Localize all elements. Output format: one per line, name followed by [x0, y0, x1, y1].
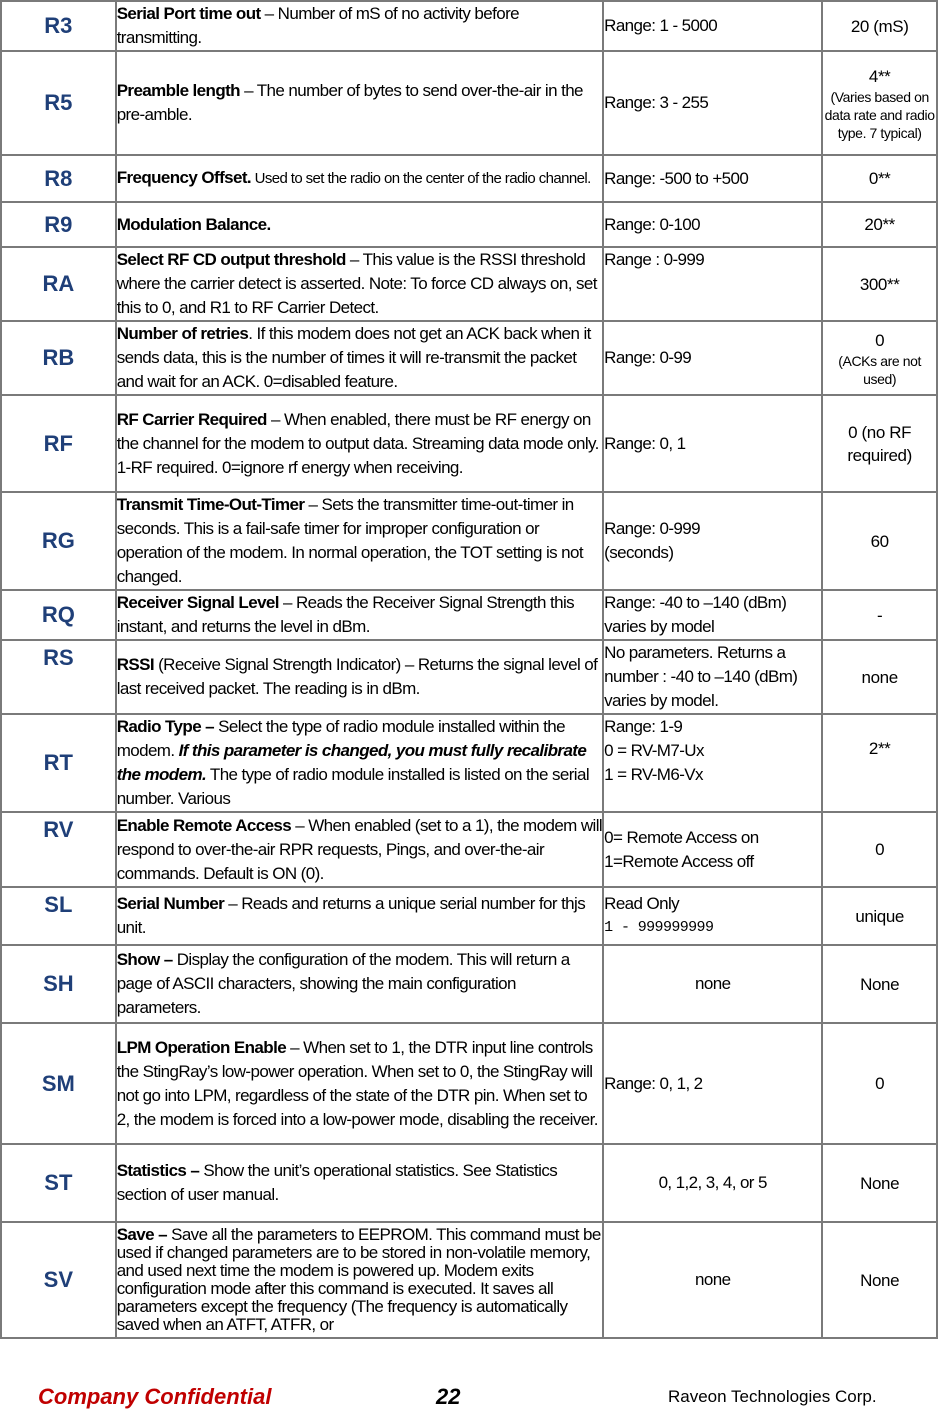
command-range: Range: -500 to +500 [603, 155, 822, 202]
default-note: (ACKs are not used) [838, 352, 921, 387]
table-row [1, 1, 937, 51]
range-line: Range: 0-999 [604, 519, 700, 538]
command-default [822, 51, 937, 155]
command-default: 60 [822, 492, 937, 590]
command-range: Range : 0-999 [603, 247, 822, 321]
command-range [603, 492, 822, 590]
command-name: Show – [116, 950, 173, 969]
table-row [1, 321, 937, 395]
command-range: No parameters. Returns a number : -40 to –140 (dBm) varies by model. [603, 640, 822, 714]
command-description [116, 155, 603, 202]
table-row [1, 945, 937, 1023]
command-range [603, 812, 822, 887]
command-code: R3 [1, 1, 116, 51]
command-code: RA [1, 247, 116, 321]
command-name: Enable Remote Access [116, 815, 292, 835]
command-name: Statistics – [116, 1161, 200, 1180]
command-text: – Number of mS of no activity before transmitting. [116, 4, 519, 47]
command-description [116, 812, 603, 887]
command-range: Range: 0, 1, 2 [603, 1023, 822, 1144]
default-value: 4** [868, 66, 891, 86]
command-description [116, 640, 603, 714]
command-default: None [822, 1222, 937, 1338]
command-name: LPM Operation Enable [116, 1037, 287, 1057]
command-description [116, 1222, 603, 1338]
command-default: 20 (mS) [822, 1, 937, 51]
command-code: RG [1, 492, 116, 590]
range-line: 0= Remote Access on [604, 827, 759, 847]
command-code: SH [1, 945, 116, 1023]
command-name: Serial Port time out [116, 4, 261, 23]
default-value: 0 [875, 330, 885, 350]
command-description [116, 247, 603, 321]
table-row [1, 714, 937, 812]
command-description [116, 321, 603, 395]
table-row [1, 395, 937, 492]
company-name: Raveon Technologies Corp. [668, 1387, 877, 1406]
table-row [1, 247, 937, 321]
command-range [603, 887, 822, 945]
command-name: Receiver Signal Level [116, 593, 279, 612]
command-description [116, 714, 603, 812]
command-code: R5 [1, 51, 116, 155]
table-row [1, 492, 937, 590]
command-default [822, 321, 937, 395]
command-name: Preamble length [116, 81, 240, 100]
table-row [1, 1222, 937, 1338]
command-default: 0 [822, 812, 937, 887]
table-row [1, 812, 937, 887]
command-text: Select the type of radio module installed within the modem. [116, 717, 565, 760]
command-range [603, 714, 822, 812]
range-line: Range: 1-9 [604, 717, 683, 736]
command-text: – Reads the Receiver Signal Strength this instant, and returns the level in dBm. [116, 593, 575, 636]
command-text: – When enabled (set to a 1), the modem will respond to over-the-air RPR requests, Pings, and over-the-air commands. Default is ON (0). [116, 815, 603, 883]
command-text: . If this modem does not get an ACK back when it sends data, this is the number of times it will re-transmit the packet and wait for an ACK. 0=disabled feature. [116, 324, 591, 391]
command-description [116, 590, 603, 640]
page-number: 22 [436, 1384, 461, 1409]
command-text: – Sets the transmitter time-out-timer in seconds. This is a fail-safe timer for improper configuration or operation of the modem. In normal operation, the TOT setting is not changed. [116, 495, 584, 586]
command-default: none [822, 640, 937, 714]
command-code: RS [1, 640, 116, 714]
command-description [116, 887, 603, 945]
command-range: Range: 0, 1 [603, 395, 822, 492]
command-text: – The number of bytes to send over-the-air in the pre-amble. [116, 81, 583, 124]
command-text: Display the configuration of the modem. This will return a page of ASCII characters, showing the main configuration parameters. [116, 950, 570, 1017]
command-name: Save – [116, 1225, 167, 1244]
table-row [1, 51, 937, 155]
range-line: 1 - 999999999 [604, 919, 714, 936]
command-text: Used to set the radio on the center of the radio channel. [251, 170, 591, 187]
command-range: Range: 1 - 5000 [603, 1, 822, 51]
command-code: R8 [1, 155, 116, 202]
command-description [116, 1, 603, 51]
command-default: unique [822, 887, 937, 945]
command-default: 0 [822, 1023, 937, 1144]
range-line: 1 = RV-M6-Vx [604, 765, 703, 784]
command-code: SV [1, 1222, 116, 1338]
command-warning: If this parameter is changed, you must fully recalibrate the modem. [116, 741, 587, 784]
range-line: Read Only [604, 894, 680, 913]
command-code: RT [1, 714, 116, 812]
table-row [1, 887, 937, 945]
command-code: R9 [1, 202, 116, 247]
command-code: RV [1, 812, 116, 887]
command-code: RQ [1, 590, 116, 640]
command-code: RB [1, 321, 116, 395]
command-range: Range: 0-100 [603, 202, 822, 247]
command-range: none [603, 945, 822, 1023]
command-text: – Reads and returns a unique serial number for thjs unit. [116, 894, 586, 937]
table-row [1, 640, 937, 714]
command-default: 2** [822, 714, 937, 812]
command-text: – When set to 1, the DTR input line controls the StingRay’s low-power operation. When set to 0, the StingRay will not go into LPM, regardless of the state of the DTR pin. When set to 2, the modem is forced into a low-power mode, disabling the receiver. [116, 1037, 598, 1129]
command-description [116, 202, 603, 247]
confidential-label: Company Confidential [38, 1384, 272, 1409]
command-default: 20** [822, 202, 937, 247]
command-name: Modulation Balance. [116, 214, 271, 234]
table-row [1, 202, 937, 247]
command-name: RSSI [116, 655, 154, 674]
command-range: Range: -40 to –140 (dBm) varies by model [603, 590, 822, 640]
command-default: - [822, 590, 937, 640]
command-range: Range: 3 - 255 [603, 51, 822, 155]
table-row [1, 1144, 937, 1222]
command-code: SL [1, 887, 116, 945]
command-range: none [603, 1222, 822, 1338]
command-name: Number of retries [116, 324, 249, 343]
default-note: (Varies based on data rate and radio type. 7 typical) [824, 88, 935, 141]
range-line: (seconds) [604, 543, 674, 562]
command-default: 0 (no RF required) [822, 395, 937, 492]
range-line: 1=Remote Access off [604, 851, 754, 871]
command-name: Radio Type – [116, 717, 215, 736]
table-row [1, 1023, 937, 1144]
command-name: Select RF CD output threshold [116, 250, 346, 269]
command-code: ST [1, 1144, 116, 1222]
command-range: Range: 0-99 [603, 321, 822, 395]
command-name: RF Carrier Required [116, 409, 267, 429]
page-footer [0, 1384, 939, 1414]
command-default: None [822, 945, 937, 1023]
command-description [116, 395, 603, 492]
command-description [116, 492, 603, 590]
command-text: The type of radio module installed is listed on the serial number. Various [116, 765, 590, 808]
range-line: 0 = RV-M7-Ux [604, 741, 704, 760]
command-name: Frequency Offset. [116, 168, 252, 187]
command-description [116, 945, 603, 1023]
command-text: – When enabled, there must be RF energy on the channel for the modem to output data. Streaming data mode only. 1-RF required. 0=ignore rf energy when receiving. [116, 409, 599, 477]
command-name: Transmit Time-Out-Timer [116, 495, 305, 514]
command-name: Serial Number [116, 894, 225, 913]
command-text: Show the unit’s operational statistics. See Statistics section of user manual. [116, 1161, 558, 1204]
command-default: 0** [822, 155, 937, 202]
command-range: 0, 1,2, 3, 4, or 5 [603, 1144, 822, 1222]
table-row [1, 590, 937, 640]
command-code: RF [1, 395, 116, 492]
command-description [116, 1144, 603, 1222]
command-default: None [822, 1144, 937, 1222]
command-code: SM [1, 1023, 116, 1144]
command-text: – This value is the RSSI threshold where the carrier detect is asserted. Note: To force CD always on, set this to 0, and R1 to RF Carrier Detect. [116, 250, 597, 317]
command-default: 300** [822, 247, 937, 321]
command-description [116, 1023, 603, 1144]
table-row [1, 155, 937, 202]
command-text: Save all the parameters to EEPROM. This command must be used if changed parameters are to be stored in non-volatile memory, and used next time the modem is powered up. Modem exits configuration mode after this command is executed. It saves all parameters except the frequency (The frequency is automatically saved when an ATFT, ATFR, or [116, 1225, 601, 1334]
command-text: (Receive Signal Strength Indicator) – Returns the signal level of last received packet. The reading is in dBm. [116, 655, 598, 698]
command-description [116, 51, 603, 155]
